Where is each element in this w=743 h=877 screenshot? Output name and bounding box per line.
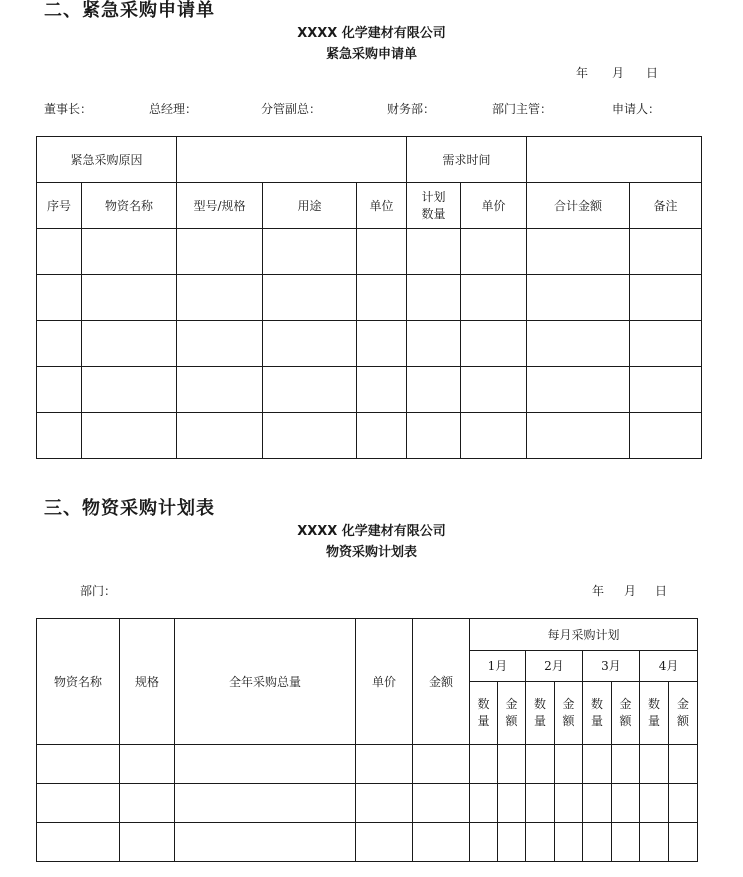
table-cell[interactable]	[555, 745, 583, 784]
table-cell[interactable]	[37, 745, 120, 784]
amount-label: 金额	[505, 697, 518, 728]
table-cell[interactable]	[612, 823, 640, 862]
table-row	[37, 229, 702, 275]
table-cell[interactable]	[357, 367, 407, 413]
amount-label: 金额	[677, 697, 690, 728]
table-cell[interactable]	[583, 823, 612, 862]
table-cell[interactable]	[583, 745, 612, 784]
table-cell[interactable]	[175, 823, 356, 862]
table-cell[interactable]	[263, 275, 357, 321]
table-cell[interactable]	[526, 784, 555, 823]
table-cell[interactable]	[555, 784, 583, 823]
amount-label: 金额	[619, 697, 632, 728]
table-cell[interactable]	[177, 413, 263, 459]
table-cell[interactable]	[37, 413, 82, 459]
table-cell[interactable]	[669, 745, 698, 784]
table-cell[interactable]	[407, 229, 461, 275]
table-cell[interactable]	[175, 784, 356, 823]
col-header-item-name: 物资名称	[37, 619, 120, 745]
section2-date-year: 年	[576, 66, 589, 80]
table-cell[interactable]	[357, 275, 407, 321]
table-cell[interactable]	[470, 745, 498, 784]
table-cell[interactable]	[527, 229, 630, 275]
emergency-purchase-table	[36, 136, 702, 459]
month-4-amount-header	[669, 682, 698, 745]
table-cell[interactable]	[263, 413, 357, 459]
table-cell[interactable]	[470, 784, 498, 823]
table-cell[interactable]	[527, 367, 630, 413]
table-row	[37, 823, 698, 862]
section3-company-name: XXXX 化学建材有限公司	[297, 524, 446, 539]
table-cell[interactable]	[175, 745, 356, 784]
need-time-input-cell[interactable]	[527, 137, 702, 183]
table-cell[interactable]	[37, 275, 82, 321]
month-header-3: 3月	[583, 651, 640, 682]
signature-applicant: 申请人：	[612, 102, 661, 116]
col-header-purpose: 用途	[263, 183, 357, 229]
month-4-qty-header	[640, 682, 669, 745]
table-cell[interactable]	[82, 367, 177, 413]
table-cell[interactable]	[470, 823, 498, 862]
month-1-qty-header	[470, 682, 498, 745]
section2-date-month: 月	[612, 66, 625, 80]
table-cell[interactable]	[263, 367, 357, 413]
table-cell[interactable]	[612, 784, 640, 823]
signature-general-manager: 总经理：	[149, 102, 198, 116]
table-cell[interactable]	[177, 229, 263, 275]
month-1-amount-header	[498, 682, 526, 745]
table-cell[interactable]	[82, 275, 177, 321]
table-cell[interactable]	[498, 823, 526, 862]
table-cell[interactable]	[555, 823, 583, 862]
table-row	[37, 745, 698, 784]
table-cell[interactable]	[630, 321, 702, 367]
table-cell[interactable]	[263, 321, 357, 367]
department-label: 部门：	[80, 584, 117, 598]
col-header-unit-price: 单价	[461, 183, 527, 229]
table-cell[interactable]	[37, 229, 82, 275]
qty-label: 数量	[591, 697, 604, 728]
reason-input-cell[interactable]	[177, 137, 407, 183]
section2-form-title: 紧急采购申请单	[325, 47, 417, 62]
month-header-2: 2月	[526, 651, 583, 682]
month-3-amount-header	[612, 682, 640, 745]
table-cell[interactable]	[357, 321, 407, 367]
purchase-plan-table	[36, 618, 698, 862]
table-cell[interactable]	[82, 413, 177, 459]
table-cell[interactable]	[498, 745, 526, 784]
col-header-remarks: 备注	[630, 183, 702, 229]
signature-finance: 财务部：	[387, 102, 436, 116]
table-cell[interactable]	[82, 229, 177, 275]
table-cell[interactable]	[407, 413, 461, 459]
section3-date-month: 月	[624, 584, 637, 598]
table-cell[interactable]	[407, 367, 461, 413]
need-time-label-cell: 需求时间	[407, 137, 527, 183]
table-cell[interactable]	[612, 745, 640, 784]
table-cell[interactable]	[413, 745, 470, 784]
table-cell[interactable]	[527, 275, 630, 321]
table-cell[interactable]	[37, 321, 82, 367]
table-row	[37, 321, 702, 367]
table-cell[interactable]	[177, 321, 263, 367]
qty-label: 数量	[534, 697, 547, 728]
col-header-model-spec: 型号/规格	[177, 183, 263, 229]
col-header-spec: 规格	[120, 619, 175, 745]
reason-label-cell: 紧急采购原因	[37, 137, 177, 183]
section3-heading: 三、物资采购计划表	[44, 498, 215, 519]
month-3-qty-header	[583, 682, 612, 745]
table-cell[interactable]	[407, 275, 461, 321]
col-header-total-amount: 合计金额	[527, 183, 630, 229]
section2-heading: 二、紧急采购申请单	[44, 0, 215, 21]
table-cell[interactable]	[413, 823, 470, 862]
table-cell[interactable]	[640, 784, 669, 823]
table-cell[interactable]	[356, 823, 413, 862]
month-header-1: 1月	[470, 651, 526, 682]
table-cell[interactable]	[357, 229, 407, 275]
table-row	[37, 413, 702, 459]
table-cell[interactable]	[263, 229, 357, 275]
monthly-plan-header: 每月采购计划	[470, 619, 698, 651]
table-cell[interactable]	[177, 275, 263, 321]
section3-date-year: 年	[592, 584, 605, 598]
col-header-unit-price: 单价	[356, 619, 413, 745]
table-cell[interactable]	[413, 784, 470, 823]
table-cell[interactable]	[120, 784, 175, 823]
table-cell[interactable]	[37, 784, 120, 823]
table-cell[interactable]	[640, 745, 669, 784]
qty-label: 数量	[648, 697, 661, 728]
table-cell[interactable]	[630, 275, 702, 321]
table-cell[interactable]	[357, 413, 407, 459]
table-cell[interactable]	[356, 784, 413, 823]
table-cell[interactable]	[527, 321, 630, 367]
table-cell[interactable]	[407, 321, 461, 367]
table-cell[interactable]	[461, 413, 527, 459]
section2-company-name: XXXX 化学建材有限公司	[297, 26, 446, 41]
table-cell[interactable]	[630, 229, 702, 275]
table-row	[37, 275, 702, 321]
table-row	[37, 367, 702, 413]
month-header-4: 4月	[640, 651, 698, 682]
table-cell[interactable]	[630, 367, 702, 413]
signature-vice-president: 分管副总：	[261, 102, 322, 116]
table-cell[interactable]	[461, 367, 527, 413]
table-cell[interactable]	[461, 275, 527, 321]
month-2-qty-header	[526, 682, 555, 745]
table-cell[interactable]	[37, 367, 82, 413]
col-header-unit: 单位	[357, 183, 407, 229]
amount-label: 金额	[562, 697, 575, 728]
table-cell[interactable]	[177, 367, 263, 413]
table-row	[37, 784, 698, 823]
col-header-serial: 序号	[37, 183, 82, 229]
col-header-annual-total: 全年采购总量	[175, 619, 356, 745]
section3-form-title: 物资采购计划表	[325, 545, 417, 560]
table-cell[interactable]	[583, 784, 612, 823]
table-cell[interactable]	[669, 784, 698, 823]
table-cell[interactable]	[120, 823, 175, 862]
col-header-item-name: 物资名称	[82, 183, 177, 229]
table-cell[interactable]	[461, 321, 527, 367]
col-header-planned-qty	[407, 183, 461, 229]
col-header-amount: 金额	[413, 619, 470, 745]
section2-date-day: 日	[646, 66, 659, 80]
table-cell[interactable]	[120, 745, 175, 784]
table-cell[interactable]	[498, 784, 526, 823]
table-cell[interactable]	[82, 321, 177, 367]
table-cell[interactable]	[630, 413, 702, 459]
table-cell[interactable]	[356, 745, 413, 784]
table-cell[interactable]	[37, 823, 120, 862]
signature-chairman: 董事长：	[44, 102, 93, 116]
signature-dept-head: 部门主管：	[492, 102, 553, 116]
table-cell[interactable]	[527, 413, 630, 459]
table-cell[interactable]	[461, 229, 527, 275]
month-2-amount-header	[555, 682, 583, 745]
table-cell[interactable]	[640, 823, 669, 862]
table-cell[interactable]	[669, 823, 698, 862]
table-cell[interactable]	[526, 823, 555, 862]
section3-date-day: 日	[655, 584, 668, 598]
qty-label: 数量	[477, 697, 490, 728]
planned-qty-label: 计划数量	[421, 189, 446, 221]
table-cell[interactable]	[526, 745, 555, 784]
